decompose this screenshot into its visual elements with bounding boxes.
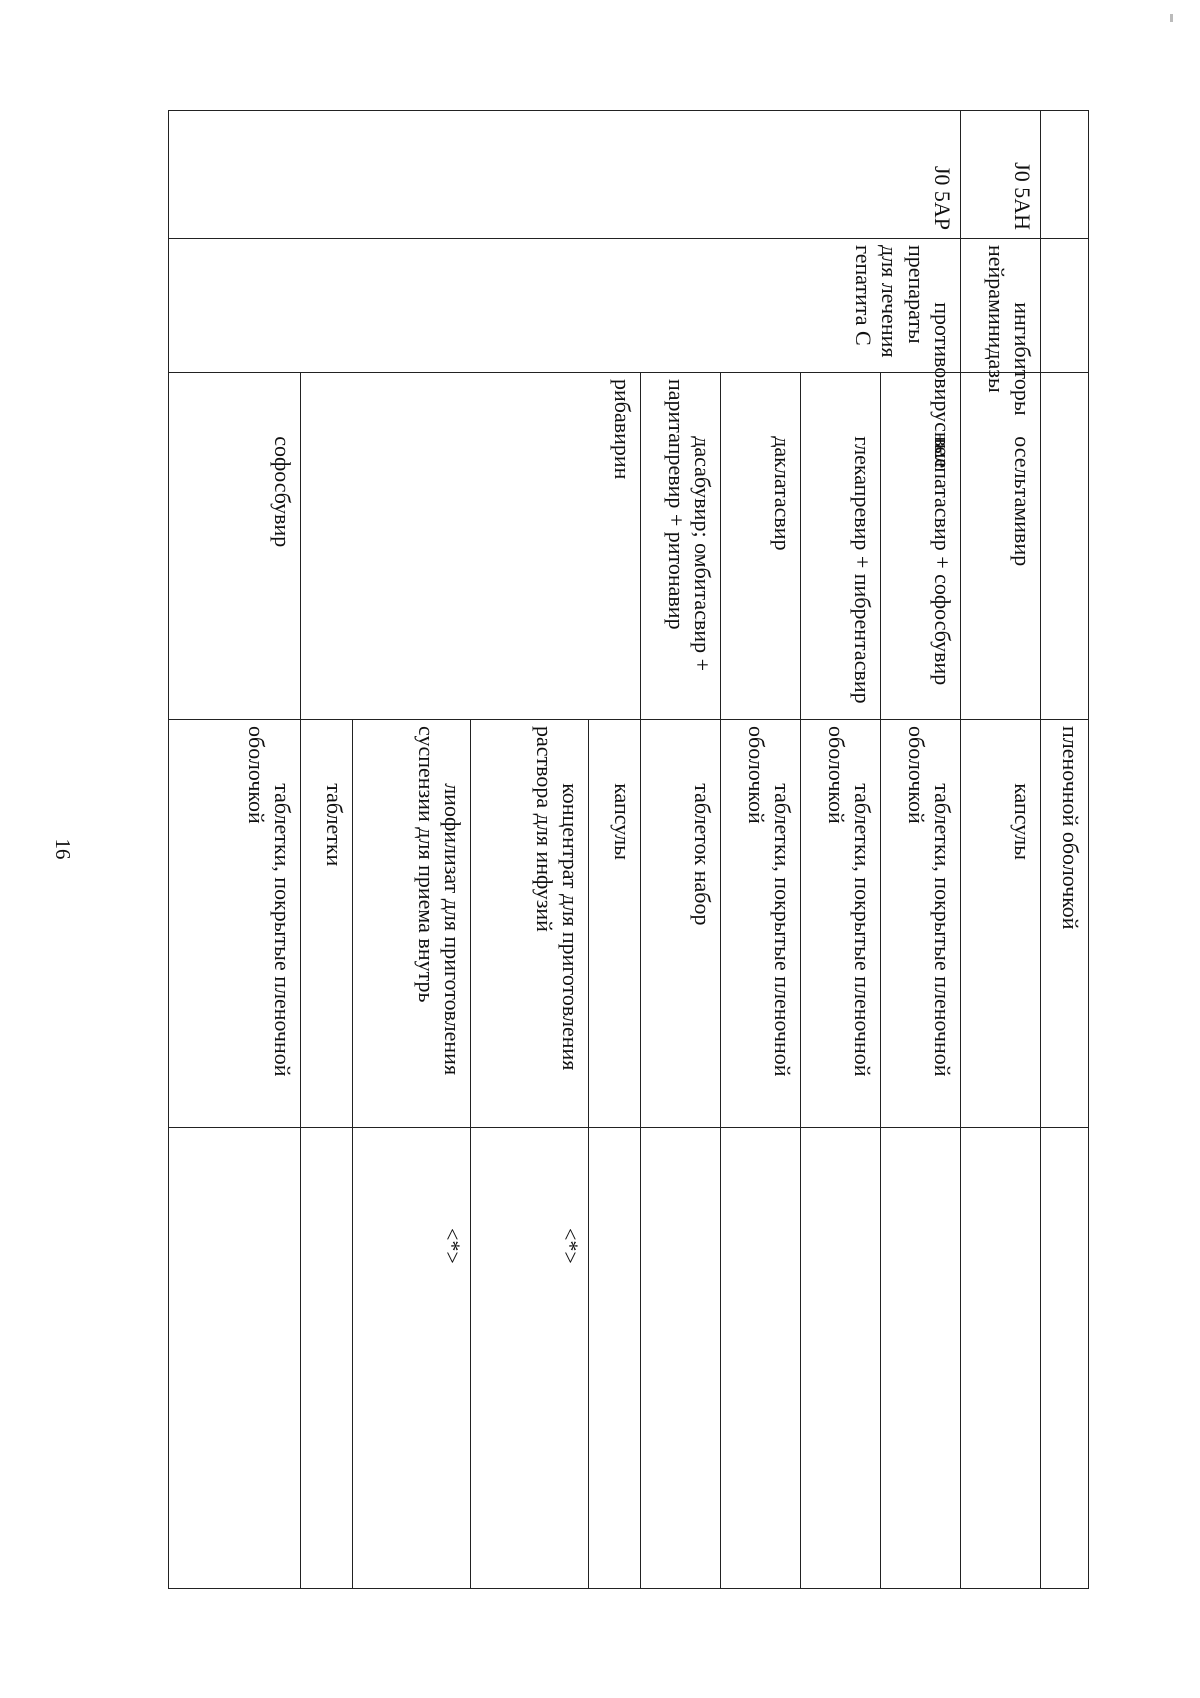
form-cell: лиофилизат для приготовления суспензии для приема внутрь <box>353 720 471 1128</box>
form-cell: капсулы <box>961 720 1041 1128</box>
table-cell <box>721 1128 801 1589</box>
form-cell: пленочной оболочкой <box>1041 720 1089 1128</box>
scan-mark <box>1170 14 1173 22</box>
table-cell <box>1041 373 1089 720</box>
table-cell <box>301 1128 353 1589</box>
table-cell <box>801 1128 881 1589</box>
form-cell: концентрат для приготовления раствора для инфузий <box>471 720 589 1128</box>
drug-name-cell: велпатасвир + софосбувир <box>881 373 961 720</box>
table-row <box>881 111 961 1589</box>
note-cell: <*> <box>471 1128 589 1589</box>
table-cell <box>589 1128 641 1589</box>
note-cell: <*> <box>353 1128 471 1589</box>
table-row <box>961 111 1041 1589</box>
form-cell: таблетки, покрытые пленочной оболочкой <box>801 720 881 1128</box>
drug-name-cell: софосбувир <box>169 373 301 720</box>
form-cell: капсулы <box>589 720 641 1128</box>
table-cell <box>961 1128 1041 1589</box>
table-cell <box>641 1128 721 1589</box>
form-cell: таблетки, покрытые пленочной оболочкой <box>721 720 801 1128</box>
drug-name-cell: глекапревир + пибрентасвир <box>801 373 881 720</box>
rotated-table-container <box>168 110 1089 1588</box>
group-name-cell: ингибиторы нейраминидазы <box>961 239 1041 373</box>
atc-code-cell: J0 5AH <box>961 111 1041 239</box>
table-cell <box>1041 1128 1089 1589</box>
table-row <box>1041 111 1089 1589</box>
table-cell <box>1041 111 1089 239</box>
form-cell: таблетки, покрытые пленочной оболочкой <box>881 720 961 1128</box>
form-cell: таблетки, покрытые пленочной оболочкой <box>169 720 301 1128</box>
form-cell: таблеток набор <box>641 720 721 1128</box>
drug-name-cell: рибавирин <box>301 373 641 720</box>
group-name-cell: противовирусные препараты для лечения гепатита С <box>169 239 961 373</box>
drug-name-cell: осельтамивир <box>961 373 1041 720</box>
page-number: 16 <box>51 838 75 860</box>
form-cell: таблетки <box>301 720 353 1128</box>
table-cell <box>1041 239 1089 373</box>
drug-name-cell: дасабувир; омбитасвир + паритапревир + ритонавир <box>641 373 721 720</box>
table-cell <box>881 1128 961 1589</box>
drug-table <box>168 110 1089 1589</box>
table-cell <box>169 1128 301 1589</box>
atc-code-cell: J0 5AP <box>169 111 961 239</box>
drug-name-cell: даклатасвир <box>721 373 801 720</box>
